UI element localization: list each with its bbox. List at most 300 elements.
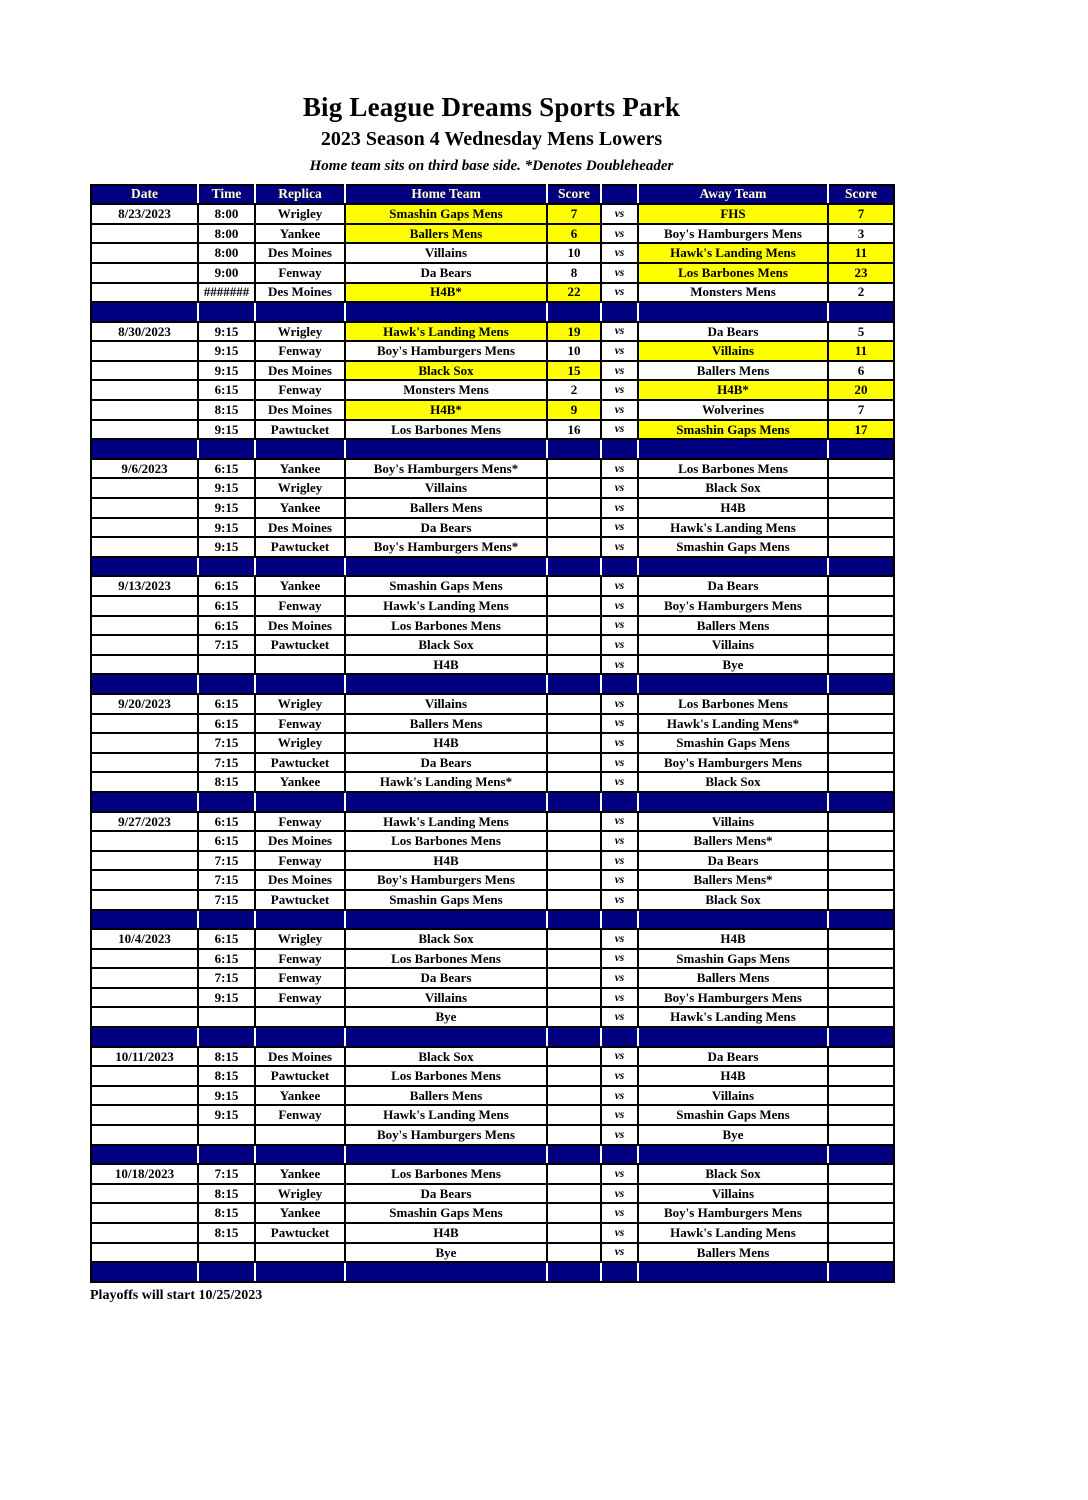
- vs-cell: vs: [601, 1243, 638, 1263]
- home-team-cell: Ballers Mens: [345, 498, 547, 518]
- date-cell: [91, 1203, 198, 1223]
- home-score-cell: [547, 635, 601, 655]
- replica-cell: Wrigley: [255, 694, 345, 714]
- page-subtitle: 2023 Season 4 Wednesday Mens Lowers: [320, 128, 663, 151]
- separator-band-cell: [638, 910, 828, 930]
- date-cell: [91, 949, 198, 969]
- separator-band-cell: [547, 1262, 601, 1282]
- replica-cell: Wrigley: [255, 929, 345, 949]
- game-row: [91, 929, 894, 949]
- home-team-cell: Ballers Mens: [345, 1086, 547, 1106]
- date-cell: [91, 714, 198, 734]
- time-cell: 8:15: [198, 1203, 255, 1223]
- away-team-cell: H4B: [638, 1066, 828, 1086]
- replica-cell: [255, 655, 345, 675]
- time-cell: 8:15: [198, 1047, 255, 1067]
- date-cell: [91, 890, 198, 910]
- away-team-cell: Boy's Hamburgers Mens: [638, 596, 828, 616]
- vs-cell: vs: [601, 537, 638, 557]
- replica-cell: Wrigley: [255, 204, 345, 224]
- vs-cell: vs: [601, 380, 638, 400]
- separator-band-cell: [601, 792, 638, 812]
- date-cell: [91, 361, 198, 381]
- game-row: [91, 694, 894, 714]
- away-score-cell: [828, 1086, 894, 1106]
- away-team-cell: Ballers Mens: [638, 616, 828, 636]
- column-header-away-team: Away Team: [638, 185, 828, 205]
- game-row: [91, 616, 894, 636]
- game-row: [91, 753, 894, 773]
- home-team-cell: Bye: [345, 1007, 547, 1027]
- vs-cell: vs: [601, 224, 638, 244]
- date-cell: [91, 968, 198, 988]
- vs-cell: vs: [601, 518, 638, 538]
- separator-band-row: [91, 674, 894, 694]
- game-row: [91, 537, 894, 557]
- game-row: [91, 1164, 894, 1184]
- time-cell: 7:15: [198, 890, 255, 910]
- separator-band-cell: [91, 674, 198, 694]
- away-score-cell: 11: [828, 243, 894, 263]
- replica-cell: Pawtucket: [255, 753, 345, 773]
- away-score-cell: [828, 851, 894, 871]
- game-row: [91, 380, 894, 400]
- home-score-cell: [547, 459, 601, 479]
- away-score-cell: 17: [828, 420, 894, 440]
- home-team-cell: H4B: [345, 851, 547, 871]
- game-row: [91, 1086, 894, 1106]
- time-cell: 9:15: [198, 988, 255, 1008]
- home-score-cell: [547, 949, 601, 969]
- away-score-cell: [828, 812, 894, 832]
- home-team-cell: Boy's Hamburgers Mens*: [345, 459, 547, 479]
- vs-cell: vs: [601, 1164, 638, 1184]
- vs-cell: vs: [601, 1125, 638, 1145]
- separator-band-cell: [828, 792, 894, 812]
- home-team-cell: Boy's Hamburgers Mens: [345, 870, 547, 890]
- game-row: [91, 498, 894, 518]
- away-team-cell: Los Barbones Mens: [638, 263, 828, 283]
- separator-band-cell: [91, 557, 198, 577]
- away-score-cell: [828, 1125, 894, 1145]
- separator-band-cell: [547, 792, 601, 812]
- game-row: [91, 263, 894, 283]
- game-row: [91, 831, 894, 851]
- date-cell: [91, 1243, 198, 1263]
- home-score-cell: [547, 478, 601, 498]
- time-cell: #######: [198, 283, 255, 303]
- away-team-cell: Smashin Gaps Mens: [638, 949, 828, 969]
- replica-cell: Fenway: [255, 812, 345, 832]
- home-team-cell: H4B: [345, 1223, 547, 1243]
- home-score-cell: [547, 831, 601, 851]
- replica-cell: Des Moines: [255, 361, 345, 381]
- time-cell: 6:15: [198, 949, 255, 969]
- game-row: [91, 772, 894, 792]
- column-header-replica: Replica: [255, 185, 345, 205]
- home-score-cell: [547, 812, 601, 832]
- separator-band-cell: [91, 1027, 198, 1047]
- home-score-cell: 9: [547, 400, 601, 420]
- away-score-cell: [828, 478, 894, 498]
- away-team-cell: Villains: [638, 1184, 828, 1204]
- vs-cell: vs: [601, 733, 638, 753]
- home-score-cell: [547, 1007, 601, 1027]
- date-cell: [91, 596, 198, 616]
- schedule-sheet: [90, 92, 893, 1304]
- away-score-cell: [828, 1164, 894, 1184]
- home-score-cell: [547, 1223, 601, 1243]
- separator-band-cell: [547, 674, 601, 694]
- date-cell: [91, 753, 198, 773]
- away-score-cell: [828, 537, 894, 557]
- replica-cell: Des Moines: [255, 518, 345, 538]
- time-cell: 9:15: [198, 537, 255, 557]
- vs-cell: vs: [601, 714, 638, 734]
- time-cell: 6:15: [198, 380, 255, 400]
- header-row: [91, 185, 894, 205]
- away-team-cell: Da Bears: [638, 576, 828, 596]
- vs-cell: vs: [601, 694, 638, 714]
- separator-band-cell: [601, 910, 638, 930]
- home-team-cell: Los Barbones Mens: [345, 1066, 547, 1086]
- date-cell: 8/23/2023: [91, 204, 198, 224]
- away-score-cell: [828, 1243, 894, 1263]
- home-score-cell: [547, 655, 601, 675]
- away-team-cell: Hawk's Landing Mens: [638, 1223, 828, 1243]
- time-cell: 7:15: [198, 733, 255, 753]
- home-team-cell: Villains: [345, 243, 547, 263]
- vs-cell: vs: [601, 851, 638, 871]
- home-score-cell: [547, 753, 601, 773]
- home-score-cell: 19: [547, 322, 601, 342]
- away-score-cell: [828, 831, 894, 851]
- date-cell: [91, 1086, 198, 1106]
- replica-cell: Pawtucket: [255, 890, 345, 910]
- vs-cell: vs: [601, 576, 638, 596]
- separator-band-cell: [255, 910, 345, 930]
- date-cell: [91, 263, 198, 283]
- away-team-cell: Black Sox: [638, 478, 828, 498]
- game-row: [91, 851, 894, 871]
- date-cell: [91, 243, 198, 263]
- vs-cell: vs: [601, 361, 638, 381]
- replica-cell: Yankee: [255, 459, 345, 479]
- away-team-cell: Smashin Gaps Mens: [638, 1105, 828, 1125]
- home-team-cell: Villains: [345, 988, 547, 1008]
- home-team-cell: Villains: [345, 478, 547, 498]
- home-score-cell: [547, 694, 601, 714]
- separator-band-cell: [255, 1027, 345, 1047]
- separator-band-cell: [638, 302, 828, 322]
- separator-band-cell: [828, 1262, 894, 1282]
- game-row: [91, 361, 894, 381]
- time-cell: 7:15: [198, 635, 255, 655]
- time-cell: 9:15: [198, 478, 255, 498]
- home-team-cell: Bye: [345, 1243, 547, 1263]
- time-cell: 8:15: [198, 400, 255, 420]
- time-cell: 6:15: [198, 831, 255, 851]
- vs-cell: vs: [601, 243, 638, 263]
- home-team-cell: Da Bears: [345, 518, 547, 538]
- game-row: [91, 224, 894, 244]
- home-score-cell: [547, 1066, 601, 1086]
- time-cell: 9:15: [198, 322, 255, 342]
- replica-cell: Des Moines: [255, 283, 345, 303]
- separator-band-cell: [255, 674, 345, 694]
- separator-band-cell: [638, 439, 828, 459]
- home-team-cell: Hawk's Landing Mens: [345, 596, 547, 616]
- time-cell: 6:15: [198, 596, 255, 616]
- away-team-cell: Da Bears: [638, 851, 828, 871]
- away-score-cell: [828, 1203, 894, 1223]
- vs-cell: vs: [601, 283, 638, 303]
- away-team-cell: Boy's Hamburgers Mens: [638, 1203, 828, 1223]
- separator-band-cell: [638, 792, 828, 812]
- time-cell: 8:00: [198, 224, 255, 244]
- date-cell: [91, 635, 198, 655]
- time-cell: 9:15: [198, 518, 255, 538]
- date-cell: [91, 851, 198, 871]
- away-team-cell: Boy's Hamburgers Mens: [638, 988, 828, 1008]
- away-score-cell: [828, 733, 894, 753]
- away-team-cell: Villains: [638, 1086, 828, 1106]
- away-team-cell: Bye: [638, 1125, 828, 1145]
- replica-cell: Pawtucket: [255, 537, 345, 557]
- home-team-cell: Ballers Mens: [345, 224, 547, 244]
- home-team-cell: Boy's Hamburgers Mens: [345, 341, 547, 361]
- home-team-cell: Los Barbones Mens: [345, 420, 547, 440]
- vs-cell: vs: [601, 1086, 638, 1106]
- game-row: [91, 870, 894, 890]
- home-score-cell: [547, 518, 601, 538]
- separator-band-cell: [345, 1145, 547, 1165]
- away-score-cell: 7: [828, 204, 894, 224]
- vs-cell: vs: [601, 459, 638, 479]
- separator-band-cell: [828, 439, 894, 459]
- home-team-cell: H4B*: [345, 400, 547, 420]
- away-team-cell: Hawk's Landing Mens: [638, 1007, 828, 1027]
- date-cell: [91, 1066, 198, 1086]
- date-cell: [91, 1125, 198, 1145]
- home-team-cell: H4B: [345, 733, 547, 753]
- home-score-cell: 15: [547, 361, 601, 381]
- away-team-cell: Boy's Hamburgers Mens: [638, 753, 828, 773]
- away-team-cell: H4B: [638, 929, 828, 949]
- home-team-cell: Smashin Gaps Mens: [345, 576, 547, 596]
- home-team-cell: Black Sox: [345, 635, 547, 655]
- separator-band-cell: [198, 439, 255, 459]
- date-cell: 9/27/2023: [91, 812, 198, 832]
- game-row: [91, 655, 894, 675]
- replica-cell: Des Moines: [255, 616, 345, 636]
- time-cell: [198, 1125, 255, 1145]
- home-team-cell: Smashin Gaps Mens: [345, 890, 547, 910]
- separator-band-cell: [345, 439, 547, 459]
- replica-cell: Wrigley: [255, 478, 345, 498]
- home-score-cell: [547, 1105, 601, 1125]
- home-score-cell: [547, 537, 601, 557]
- away-team-cell: Black Sox: [638, 772, 828, 792]
- game-row: [91, 400, 894, 420]
- away-score-cell: [828, 498, 894, 518]
- home-team-cell: Smashin Gaps Mens: [345, 1203, 547, 1223]
- separator-band-cell: [345, 1262, 547, 1282]
- vs-cell: vs: [601, 1047, 638, 1067]
- vs-cell: vs: [601, 1105, 638, 1125]
- away-team-cell: Wolverines: [638, 400, 828, 420]
- separator-band-cell: [638, 674, 828, 694]
- vs-cell: vs: [601, 968, 638, 988]
- separator-band-cell: [638, 557, 828, 577]
- home-team-cell: Ballers Mens: [345, 714, 547, 734]
- time-cell: 9:15: [198, 341, 255, 361]
- date-cell: [91, 283, 198, 303]
- game-row: [91, 596, 894, 616]
- away-score-cell: [828, 753, 894, 773]
- time-cell: 8:15: [198, 772, 255, 792]
- game-row: [91, 1223, 894, 1243]
- schedule-table: [90, 184, 895, 1283]
- replica-cell: Fenway: [255, 714, 345, 734]
- separator-band-cell: [345, 792, 547, 812]
- vs-cell: vs: [601, 988, 638, 1008]
- away-score-cell: [828, 576, 894, 596]
- replica-cell: Des Moines: [255, 870, 345, 890]
- separator-band-cell: [91, 1262, 198, 1282]
- vs-cell: vs: [601, 929, 638, 949]
- separator-band-cell: [91, 439, 198, 459]
- replica-cell: Pawtucket: [255, 420, 345, 440]
- column-header-home-team: Home Team: [345, 185, 547, 205]
- home-score-cell: [547, 733, 601, 753]
- separator-band-cell: [828, 1027, 894, 1047]
- replica-cell: Des Moines: [255, 1047, 345, 1067]
- separator-band-row: [91, 439, 894, 459]
- home-score-cell: [547, 576, 601, 596]
- away-team-cell: Ballers Mens: [638, 968, 828, 988]
- away-team-cell: Ballers Mens: [638, 1243, 828, 1263]
- home-team-cell: Villains: [345, 694, 547, 714]
- home-team-cell: Los Barbones Mens: [345, 1164, 547, 1184]
- home-score-cell: [547, 1243, 601, 1263]
- date-cell: 9/6/2023: [91, 459, 198, 479]
- game-row: [91, 420, 894, 440]
- separator-band-cell: [547, 910, 601, 930]
- away-score-cell: [828, 772, 894, 792]
- separator-band-cell: [601, 1145, 638, 1165]
- time-cell: 9:15: [198, 420, 255, 440]
- replica-cell: Fenway: [255, 380, 345, 400]
- home-score-cell: [547, 968, 601, 988]
- vs-cell: vs: [601, 635, 638, 655]
- date-cell: [91, 498, 198, 518]
- away-score-cell: [828, 616, 894, 636]
- vs-cell: vs: [601, 772, 638, 792]
- vs-cell: vs: [601, 1223, 638, 1243]
- separator-band-row: [91, 1145, 894, 1165]
- separator-band-cell: [547, 1027, 601, 1047]
- date-cell: 9/20/2023: [91, 694, 198, 714]
- separator-band-row: [91, 1027, 894, 1047]
- game-row: [91, 1125, 894, 1145]
- vs-cell: vs: [601, 263, 638, 283]
- game-row: [91, 1047, 894, 1067]
- away-team-cell: Boy's Hamburgers Mens: [638, 224, 828, 244]
- home-score-cell: [547, 714, 601, 734]
- game-row: [91, 518, 894, 538]
- separator-band-cell: [91, 910, 198, 930]
- home-team-cell: Smashin Gaps Mens: [345, 204, 547, 224]
- home-team-cell: Monsters Mens: [345, 380, 547, 400]
- away-score-cell: [828, 870, 894, 890]
- game-row: [91, 714, 894, 734]
- game-row: [91, 341, 894, 361]
- away-score-cell: [828, 459, 894, 479]
- away-score-cell: 6: [828, 361, 894, 381]
- replica-cell: Fenway: [255, 949, 345, 969]
- time-cell: 7:15: [198, 1164, 255, 1184]
- time-cell: 9:15: [198, 498, 255, 518]
- date-cell: [91, 1223, 198, 1243]
- separator-band-cell: [198, 1145, 255, 1165]
- game-row: [91, 576, 894, 596]
- separator-band-cell: [198, 910, 255, 930]
- replica-cell: Yankee: [255, 576, 345, 596]
- away-score-cell: [828, 968, 894, 988]
- separator-band-cell: [345, 302, 547, 322]
- column-header-score-away: Score: [828, 185, 894, 205]
- replica-cell: Fenway: [255, 341, 345, 361]
- replica-cell: [255, 1125, 345, 1145]
- away-team-cell: Hawk's Landing Mens*: [638, 714, 828, 734]
- home-team-cell: H4B*: [345, 283, 547, 303]
- date-cell: 10/4/2023: [91, 929, 198, 949]
- away-score-cell: 20: [828, 380, 894, 400]
- away-team-cell: Hawk's Landing Mens: [638, 518, 828, 538]
- home-score-cell: [547, 929, 601, 949]
- home-score-cell: 22: [547, 283, 601, 303]
- date-cell: [91, 478, 198, 498]
- game-row: [91, 949, 894, 969]
- away-score-cell: 5: [828, 322, 894, 342]
- separator-band-cell: [91, 792, 198, 812]
- home-score-cell: 8: [547, 263, 601, 283]
- vs-cell: vs: [601, 1184, 638, 1204]
- game-row: [91, 1243, 894, 1263]
- home-score-cell: [547, 1047, 601, 1067]
- date-cell: [91, 341, 198, 361]
- game-row: [91, 1184, 894, 1204]
- home-team-cell: Hawk's Landing Mens: [345, 812, 547, 832]
- home-score-cell: [547, 1125, 601, 1145]
- away-team-cell: FHS: [638, 204, 828, 224]
- date-cell: [91, 518, 198, 538]
- date-cell: [91, 616, 198, 636]
- away-score-cell: [828, 596, 894, 616]
- separator-band-cell: [601, 557, 638, 577]
- vs-cell: vs: [601, 890, 638, 910]
- separator-band-cell: [828, 1145, 894, 1165]
- separator-band-row: [91, 1262, 894, 1282]
- home-team-cell: Los Barbones Mens: [345, 831, 547, 851]
- away-score-cell: 11: [828, 341, 894, 361]
- replica-cell: Wrigley: [255, 733, 345, 753]
- vs-cell: vs: [601, 1203, 638, 1223]
- separator-band-cell: [198, 557, 255, 577]
- replica-cell: Fenway: [255, 988, 345, 1008]
- replica-cell: Pawtucket: [255, 635, 345, 655]
